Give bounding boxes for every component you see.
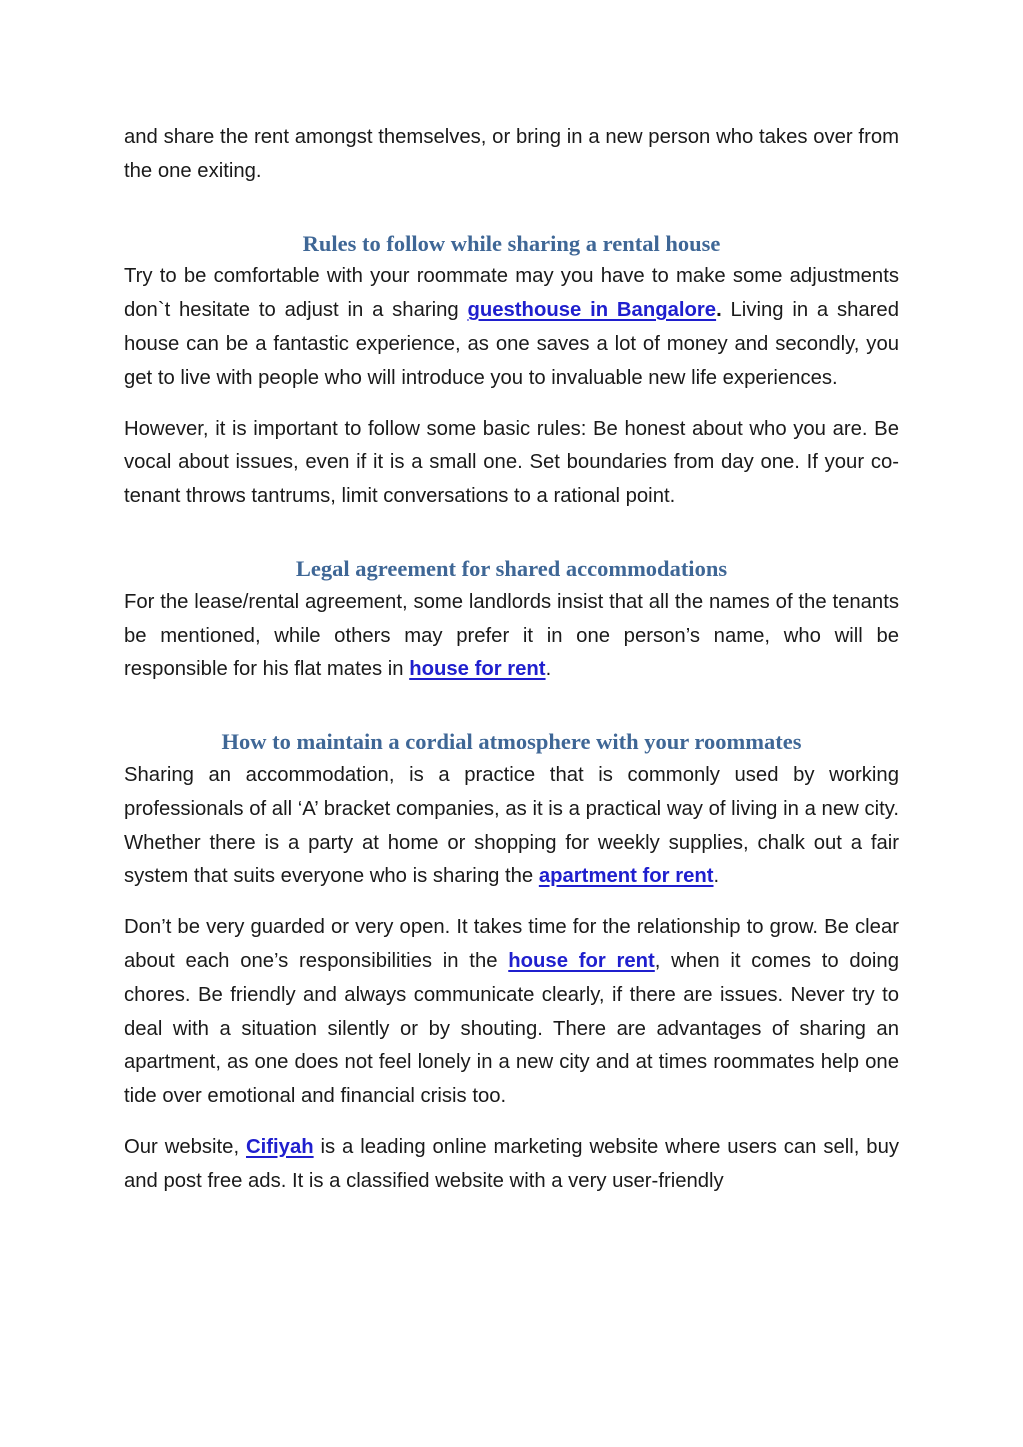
link-apartment-for-rent[interactable]: apartment for rent <box>538 865 714 888</box>
rules-p1-period: . <box>716 299 722 322</box>
cordial-paragraph-1 <box>124 759 899 894</box>
link-house-for-rent-1[interactable]: house for rent <box>409 658 546 681</box>
link-cifiyah[interactable]: Cifiyah <box>246 1135 314 1158</box>
cordial-p2-text: Don’t be very guarded or very open. It takes time for the relationship to grow. Be clear about each one’s responsibilities in the <box>124 916 899 972</box>
rules-p1-text: Try to be comfortable with your roommate may you have to make some adjustments don`t hesitate to adjust in a sharing <box>124 265 899 322</box>
legal-paragraph-1 <box>124 586 899 687</box>
document-page <box>124 121 899 1199</box>
rules-p1-rest: Living in a shared house can be a fantastic experience, as one saves a lot of money and secondly, you get to live with people who will introduce you to invaluable new life experiences. <box>124 299 899 389</box>
cordial-paragraph-3 <box>124 1131 899 1199</box>
intro-paragraph: and share the rent amongst themselves, or bring in a new person who takes over from the one exiting. <box>124 126 899 182</box>
cordial-paragraph-2 <box>124 911 899 1114</box>
heading-legal: Legal agreement for shared accommodations <box>295 555 728 581</box>
link-house-for-rent-2[interactable]: house for rent <box>508 949 655 972</box>
cordial-p1-after: . <box>713 865 720 888</box>
heading-rules: Rules to follow while sharing a rental house <box>302 230 721 256</box>
link-guesthouse-in-bangalore[interactable]: guesthouse in Bangalore <box>467 299 717 322</box>
cordial-p3-text: Our website, <box>124 1135 246 1158</box>
legal-p1-text: For the lease/rental agreement, some landlords insist that all the names of the tenants be mentioned, while others may prefer it in one person’s name, who will be responsible for his flat mates in <box>124 590 899 681</box>
rules-paragraph-1 <box>124 260 899 395</box>
rules-paragraph-2: However, it is important to follow some basic rules: Be honest about who you are. Be vocal about issues, even if it is a small one. Set boundaries from day one. If your co-tenant throws tantrums, limit conversations to a rational point. <box>124 417 899 508</box>
cordial-p2-after: , when it comes to doing chores. Be friendly and always communicate clearly, if there are issues. Never try to deal with a situation silently or by shouting. There are advantages of sharing an apartment, as one does not feel lonely in a new city and at times roommates help one tide over emotional and financial crisis too. <box>124 949 899 1108</box>
legal-p1-after: . <box>545 658 552 681</box>
cordial-p3-after: is a leading online marketing website where users can sell, buy and post free ads. It is a classified website with a very user-friendly <box>124 1135 899 1192</box>
cordial-p1-text: Sharing an accommodation, is a practice that is commonly used by working professionals of all ‘A’ bracket companies, as it is a practical way of living in a new city. Whether there is a party at home or shopping for weekly supplies, chalk out a fair system that suits everyone who is sharing the <box>124 763 899 888</box>
heading-cordial: How to maintain a cordial atmosphere with your roommates <box>221 729 802 755</box>
